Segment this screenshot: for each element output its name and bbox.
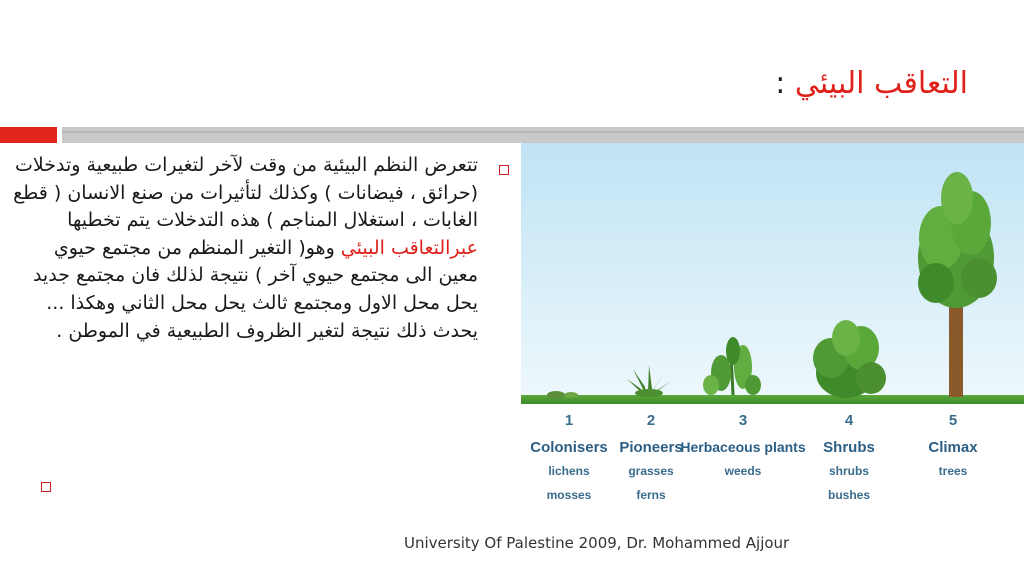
stage-3-name: Herbaceous plants bbox=[680, 439, 806, 455]
bullet-square-icon bbox=[499, 165, 509, 175]
stage-2-example-2: ferns bbox=[636, 488, 666, 502]
stage-4-number: 4 bbox=[844, 412, 854, 429]
divider-bar-grey bbox=[62, 127, 1024, 143]
slide-footer: University Of Palestine 2009, Dr. Mohammed Ajjour bbox=[404, 534, 790, 552]
stage-5-number: 5 bbox=[948, 412, 958, 429]
stage-5-example-1: trees bbox=[938, 464, 968, 478]
body-text-part1: تتعرض النظم البيئية من وقت لآخر لتغيرات طبيعية وتدخلات (حرائق ، فيضانات ) وكذلك لتأثيرات من صنع الانسان ( قطع الغابات ، استغلال المناجم ) هذه التدخلات يتم تخطيها bbox=[13, 154, 478, 232]
stage-4-name: Shrubs bbox=[823, 439, 875, 456]
body-text-part2: وهو( التغير المنظم من مجتمع حيوي معين الى مجتمع حيوي آخر ) نتيجة لذلك فان مجتمع جديد يحل محل الاول ومجتمع ثالث يحل محل الثاني وهكذا ... يحدث ذلك نتيجة لتغير الظروف الطبيعية في الموطن . bbox=[32, 236, 478, 342]
stage-2-number: 2 bbox=[646, 412, 656, 429]
stage-5-name: Climax bbox=[928, 439, 978, 456]
bullet-square-icon-empty bbox=[41, 482, 51, 492]
succession-illustration bbox=[521, 143, 1024, 510]
title-text: التعاقب البيئي bbox=[794, 66, 968, 101]
stage-4-example-1: shrubs bbox=[828, 464, 870, 478]
accent-bar-red bbox=[0, 127, 57, 143]
body-highlight: عبرالتعاقب البيئي bbox=[340, 236, 478, 259]
stage-1-name: Colonisers bbox=[530, 439, 608, 456]
slide-title bbox=[775, 66, 968, 101]
stage-2-example-1: grasses bbox=[628, 464, 674, 478]
title-colon: : bbox=[775, 66, 786, 101]
succession-picture bbox=[521, 143, 1024, 510]
ground-strip bbox=[521, 395, 1024, 404]
body-paragraph bbox=[12, 152, 478, 345]
stage-3-number: 3 bbox=[738, 412, 748, 429]
stage-3-example-1: weeds bbox=[724, 464, 762, 478]
stage-1-example-2: mosses bbox=[546, 488, 592, 502]
stage-4-example-2: bushes bbox=[827, 488, 871, 502]
stage-1-example-1: lichens bbox=[548, 464, 590, 478]
stage-1-number: 1 bbox=[564, 412, 574, 429]
stage-2-name: Pioneers bbox=[619, 439, 683, 456]
